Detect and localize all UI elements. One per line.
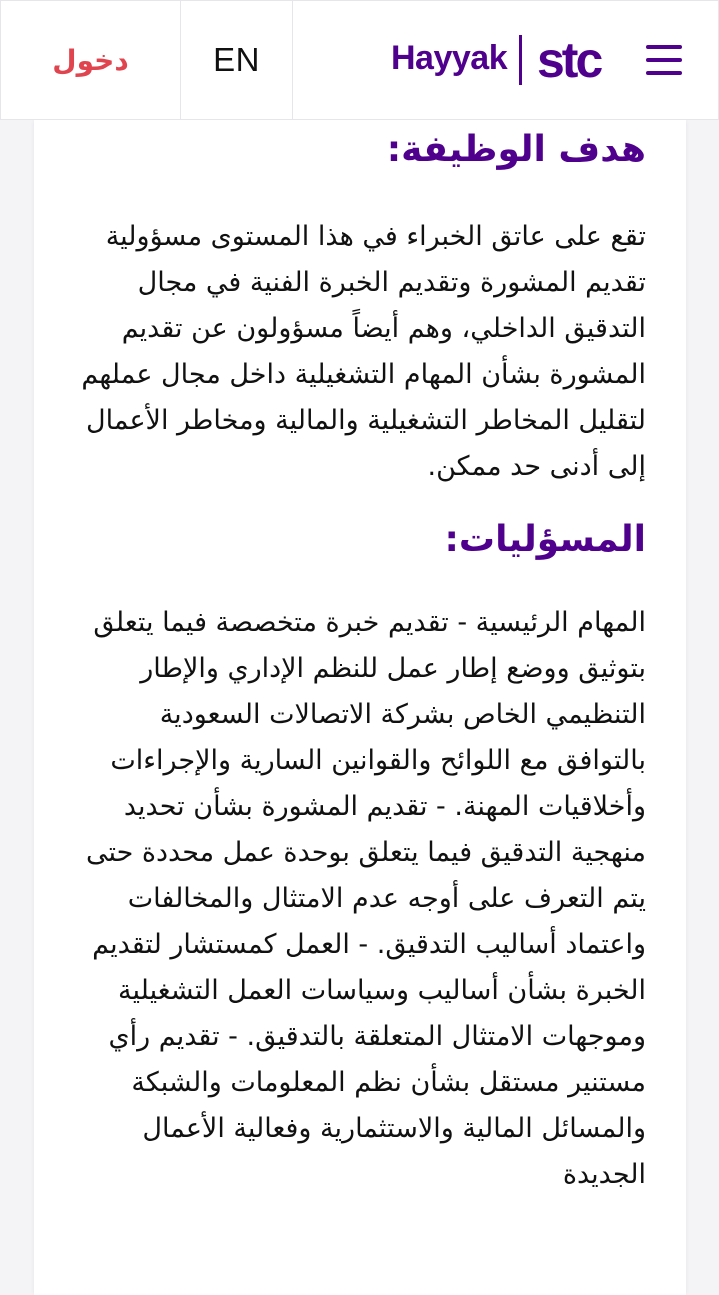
hamburger-menu-icon[interactable] bbox=[643, 43, 685, 77]
top-navigation-bar bbox=[0, 0, 719, 120]
hayyak-brand-name: Hayyak bbox=[391, 39, 508, 77]
language-section bbox=[181, 1, 293, 119]
language-toggle[interactable]: EN bbox=[213, 41, 260, 78]
objective-heading: هدف الوظيفة: bbox=[386, 129, 646, 170]
objective-text: تقع على عاتق الخبراء في هذا المستوى مسؤولية تقديم المشورة وتقديم الخبرة الفنية في مجال التدقيق الداخلي، وهم أيضاً مسؤولون عن تقديم المشورة بشأن المهام التشغيلية داخل مجال عملهم لتقليل المخاطر التشغيلية والمالية ومخاطر الأعمال إلى أدنى حد ممكن. bbox=[81, 221, 646, 482]
login-section bbox=[1, 1, 181, 119]
job-details-card bbox=[34, 120, 686, 1295]
brand-section bbox=[293, 1, 719, 119]
login-link[interactable]: دخول bbox=[52, 43, 129, 77]
responsibilities-heading: المسؤليات: bbox=[444, 519, 646, 560]
stc-logo bbox=[537, 33, 621, 85]
job-details-content bbox=[74, 120, 646, 1198]
brand-divider bbox=[519, 35, 522, 85]
stc-logo-text: stc bbox=[537, 33, 601, 85]
responsibilities-text: المهام الرئيسية - تقديم خبرة متخصصة فيما يتعلق بتوثيق ووضع إطار عمل للنظم الإداري والإطار التنظيمي الخاص بشركة الاتصالات السعودية بالتوافق مع اللوائح والقوانين السارية والإجراءات وأخلاقيات المهنة. - تقديم المشورة بشأن تحديد منهجية التدقيق فيما يتعلق بوحدة عمل محددة حتى يتم التعرف على أوجه عدم الامتثال والمخالفات واعتماد أساليب التدقيق. - العمل كمستشار لتقديم الخبرة بشأن أساليب وسياسات العمل التشغيلية وموجهات الامتثال المتعلقة بالتدقيق. - تقديم رأي مستنير مستقل بشأن نظم المعلومات والشبكة والمسائل المالية والاستثمارية وفعالية الأعمال الجديدة bbox=[85, 607, 646, 1190]
